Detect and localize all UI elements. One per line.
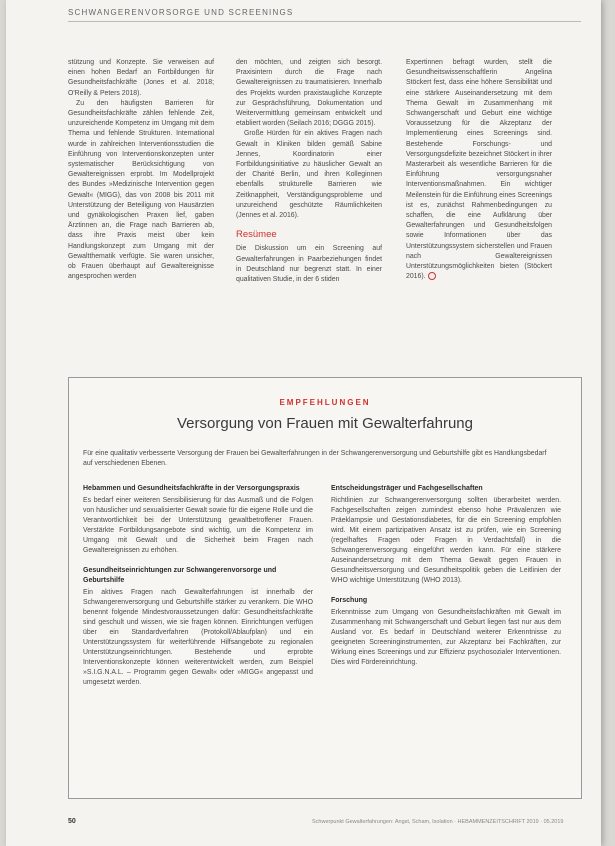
text-column-right [406, 58, 552, 282]
paragraph-text: Expertinnen befragt wurden, stellt die Gesundheitswissenschaftlerin Angelina Stöckert fest, dass eine höhere Sensibilität und eine stärkere Auseinandersetzung mit dem Thema Gewalt im Zusammenhang mit Schwangerschaft und Geburt eine wichtige Voraussetzung für die Akzeptanz der Implementierung eines Screenings sind. Bestehende Forschungs- und Versorgungsdefizite bezeichnet Stöckert in ihrer Masterarbeit als wesentliche Barrieren für die Einführung versorgungsnaher Interventionsmaßnahmen. Ein wichtiger Meilenstein für die Einführung eines Screenings ist es, zunächst Rahmenbedingungen zu schaffen, die eine Aufklärung über Gewalterfahrungen und Gesundheitsfolgen sowie Informationen über das Unterstützungssystem sicherstellen und Frauen nach Gewaltereignissen Unterstützungsmöglichkeiten bieten (Stöckert 2016). [406, 59, 552, 281]
box-section-heading: Gesundheitseinrichtungen zur Schwangerenvorsorge und Geburtshilfe [83, 567, 277, 584]
magazine-page [6, 0, 601, 846]
box-section-heading: Hebammen und Gesundheitsfachkräfte in der Versorgungspraxis [83, 485, 300, 492]
box-section-text: Es bedarf einer weiteren Sensibilisierung für das Ausmaß und die Folgen von häuslicher und sexualisierter Gewalt sowie für die eigene Rolle und die Verantwortlichkeit bei der Unterstützung gewaltbetroffener Frauen. Verstärkte Fortbildungsangebote sind wichtig, um die Kompetenz im Umgang mit Gewalt und die Sicherheit beim Fragen nach Gewaltereignissen zu erhöhen. [83, 497, 313, 554]
paragraph: Zu den häufigsten Barrieren für Gesundheitsfachkräfte zählen fehlende Zeit, unzureichende Kompetenz im Umgang mit dem Thema und fehlende Strukturen. International wurde in zahlreichen Interventionsstudien die Einführung von Interventionskonzepten unter systematischer Berücksichtigung von Gewaltereignissen erprobt. Im Modellprojekt des Bundes »Medizinische Intervention gegen Gewalt« (MIGG), das von 2008 bis 2011 mit Unterstützung der Beteiligung von Hausärzten und gynäkologischen Praxen lief, gaben Ärztinnen an, die Frage nach Barrieren ab, dass ihre Praxis meist über kein Handlungskonzept zum Umgang mit der Gewaltthematik verfügte. Sie waren unsicher, ob Frauen überhaupt auf Gewaltereignisse angesprochen werden [68, 99, 214, 281]
box-title: Versorgung von Frauen mit Gewalterfahrung [177, 415, 473, 432]
text-column-left [68, 58, 214, 282]
section-heading-resuemee: Resümee [236, 229, 277, 241]
paragraph: stützung und Konzepte. Sie verweisen auf einen hohen Bedarf an Fortbildungen für Gesundheitsfachkräfte (Jones et al. 2018; O'Reilly & Peters 2018). [68, 59, 214, 97]
text-column-middle [236, 58, 382, 285]
page-number: 50 [68, 818, 76, 825]
box-kicker: EMPFEHLUNGEN [279, 398, 371, 407]
box-intro: Für eine qualitativ verbesserte Versorgung der Frauen bei Gewalterfahrungen in der Schwangerenversorgung und Geburtshilfe gibt es Handlungsbedarf auf verschiedenen Ebenen. [83, 450, 547, 467]
paragraph: Große Hürden für ein aktives Fragen nach Gewalt in Kliniken bilden gemäß Sabine Jennes, Koordinatorin einer Fortbildungsinitiative zu häuslicher Gewalt an der Charité Berlin, und ihren Kolleginnen ebenfalls strukturelle Barrieren wie Zeitknappheit, Verständigungsprobleme und unzureichend geschützte Räumlichkeiten (Jennes et al. 2016). [236, 130, 382, 220]
recommendations-box [68, 377, 582, 799]
article-end-icon [428, 272, 436, 280]
paragraph [406, 58, 552, 282]
footer-source: Schwerpunkt Gewalterfahrungen: Angst, Scham, Isolation · HEBAMMENZEITSCHRIFT 2019 · 05.2019 [312, 819, 564, 825]
running-header: SCHWANGERENVORSORGE UND SCREENINGS [68, 8, 294, 17]
paragraph: den möchten, und zeigten sich besorgt. Praxisintern durch die Frage nach Gewaltereignissen zu traumatisieren. Innerhalb des Projekts wurden praxistaugliche Konzepte zur Gesprächsführung, Dokumentation und Weitervermittlung gemeinsam entwickelt und etabliert worden (Seilach 2016; DGGG 2015). [236, 59, 382, 128]
paragraph: Die Diskussion um ein Screening auf Gewalterfahrungen in Paarbeziehungen findet in Deutschland nur begrenzt statt. In einer qualitativen Studie, in der 6 stiden [236, 245, 382, 284]
box-section-heading: Entscheidungsträger und Fachgesellschaften [331, 485, 483, 492]
box-column-left [83, 484, 313, 698]
box-section-text: Richtlinien zur Schwangerenversorgung sollten überarbeitet werden. Fachgesellschaften zeigen zumindest ebenso hohe Prävalenzen wie Präeklampsie und Gestationsdiabetes, für die ein Screening empfohlen wird. Mit einem partizipativen Ansatz ist zu prüfen, wie ein Screening (regelhaftes Fragen oder Fragen in Verdachtsfall) in die Schwangerenversorgung eingeführt werden kann. Für eine stärkere Auseinandersetzung mit dem Thema Gewalt gegen Frauen in Gesundheitsversorgung und Gesundheitspolitik geben die Leitlinien der WHO wichtige Unterstützung (WHO 2013). [331, 497, 561, 584]
box-section-text: Ein aktives Fragen nach Gewalterfahrungen ist innerhalb der Schwangerenversorgung und Geburtshilfe stärker zu verankern. Die WHO benennt folgende Mindestvoraussetzungen dafür: Gesundheitsfachkräfte sind geschult und wissen, wie sie fragen können. Einrichtungen verfügen über ein Standardverfahren (Protokoll/Ablaufplan) und ein Unterstützungssystem für weiterführende Hilfsangebote zu regionalen Unterstützungseinrichtungen. Bestehende und erprobte Interventionskonzepte können weiterentwickelt werden, zum Beispiel »S.I.G.N.A.L. – Programm gegen Gewalt« oder »MIGG« angepasst und umgesetzt werden. [83, 589, 313, 686]
box-column-right [331, 484, 561, 678]
header-rule [68, 21, 581, 22]
box-section-heading: Forschung [331, 597, 368, 604]
box-section-text: Erkenntnisse zum Umgang von Gesundheitsfachkräften mit Gewalt im Zusammenhang mit Schwangerschaft und Geburt liegen fast nur aus dem Ausland vor. Es bedarf in Deutschland weiterer Erkenntnisse zu geeigneten Screeninginstrumenten, zur Akzeptanz bei Fachkräften, zur Wirkung eines Screenings und zur Effizienz psychosozialer Interventionen. Dies wird Fördereinrichtung. [331, 609, 561, 666]
